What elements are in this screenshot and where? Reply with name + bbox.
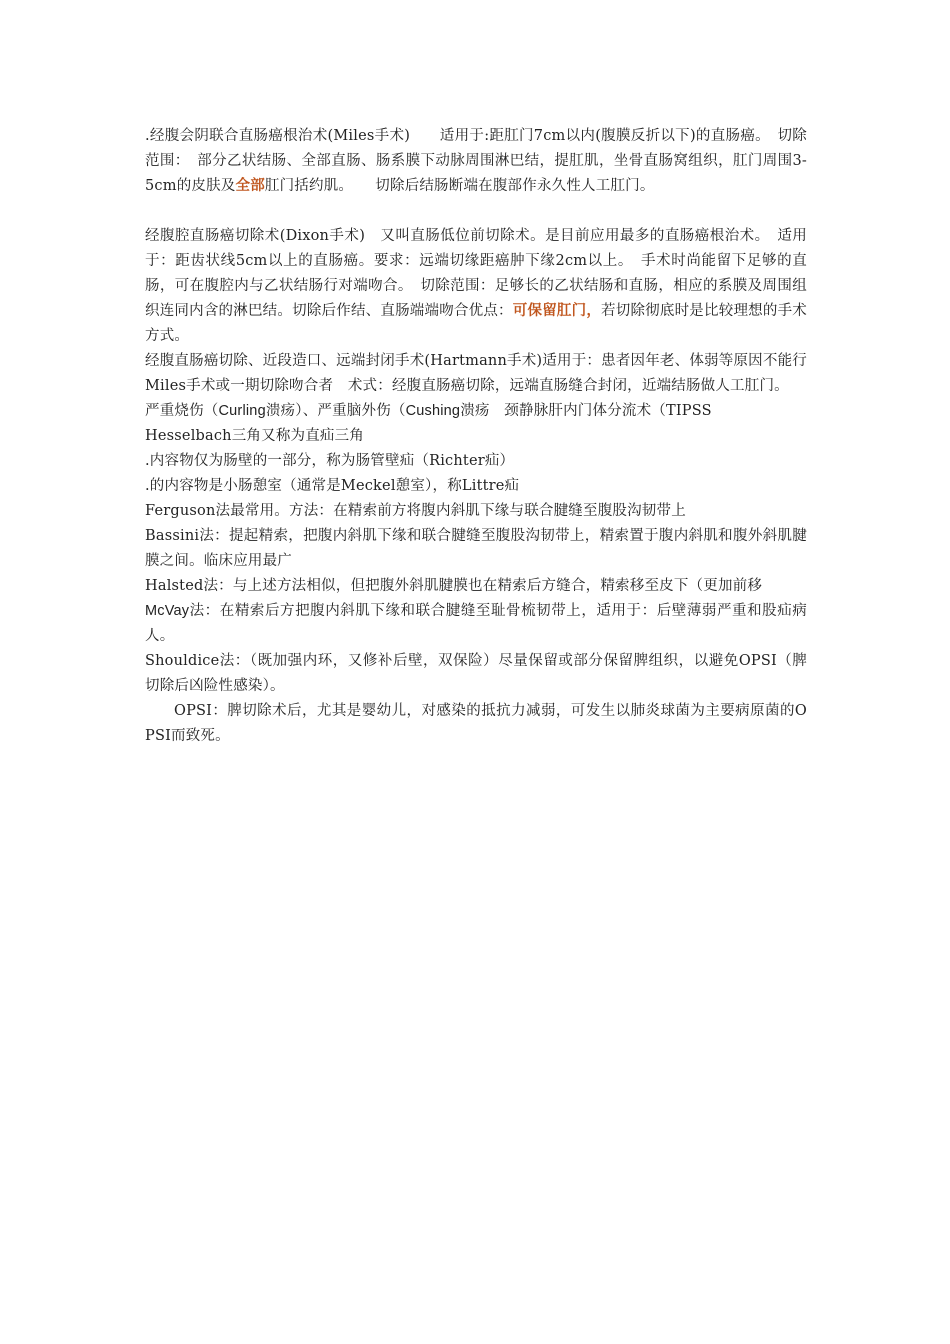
document-body <box>145 124 807 749</box>
paragraph-littre: .的内容物是小肠憩室（通常是Meckel憩室），称Littre疝 <box>145 478 520 494</box>
paragraph-ferguson: Ferguson法最常用。方法：在精索前方将腹内斜肌下缘与联合腱缝至腹股沟韧带上 <box>145 503 686 519</box>
paragraph-halsted: Halsted法：与上述方法相似，但把腹外斜肌腱膜也在精索后方缝合，精索移至皮下（更加前移 <box>145 578 763 594</box>
paragraph-shouldice: Shouldice法：（既加强内环，又修补后壁，双保险）尽量保留或部分保留脾组织，以避免OPSI（脾切除后凶险性感染）。 <box>145 653 807 694</box>
miles-tail: 肛门括约肌。 切除后结肠断端在腹部作永久性人工肛门。 <box>264 178 655 194</box>
paragraph-hartmann: 经腹直肠癌切除、近段造口、远端封闭手术(Hartmann手术)适用于：患者因年老、体弱等原因不能行Miles手术或一期切除吻合者 术式：经腹直肠癌切除，远端直肠缝合封闭，近端结肠做人工肛门。 <box>145 353 807 394</box>
paragraph-opsi: OPSI：脾切除术后，尤其是婴幼儿，对感染的抵抗力减弱，可发生以肺炎球菌为主要病原菌的OPSI而致死。 <box>145 703 807 744</box>
paragraph-gap <box>145 199 807 224</box>
burns-curling: Curling <box>218 403 266 419</box>
dixon-text: 经腹腔直肠癌切除术(Dixon手术) 又叫直肠低位前切除术。是目前应用最多的直肠癌根治术。 适用于：距齿状线5cm以上的直肠癌。要求：远端切缘距癌肿下缘2cm以上。 手术时尚能留下足够的直肠，可在腹腔内与乙状结肠行对端吻合。 切除范围：足够长的乙状结肠和直肠，相应的系膜及周围组织连同内含的淋巴结。切除后作结、直肠端端吻合优点： <box>145 228 807 319</box>
paragraph-miles <box>145 124 807 199</box>
paragraph-dixon <box>145 224 807 349</box>
dixon-highlight: 可保留肛门， <box>512 303 602 319</box>
paragraph-richter: .内容物仅为肠壁的一部分，称为肠管壁疝（Richter疝） <box>145 453 515 469</box>
burns-cushing: Cushing <box>405 403 461 419</box>
paragraph-bassini: Bassini法：提起精索，把腹内斜肌下缘和联合腱缝至腹股沟韧带上，精索置于腹内斜肌和腹外斜肌腱膜之间。临床应用最广 <box>145 528 807 569</box>
miles-text: .经腹会阴联合直肠癌根治术(Miles手术) 适用于:距肛门7cm以内(腹膜反折以下)的直肠癌。 切除范围： 部分乙状结肠、全部直肠、肠系膜下动脉周围淋巴结，提肛肌，坐骨直肠窝组织，肛门周围3-5cm的皮肤及 <box>145 128 807 194</box>
burns-pre: 严重烧伤（ <box>145 403 219 419</box>
mcvay-name: McVay <box>145 603 190 619</box>
burns-post: 溃疡 颈静脉肝内门体分流术（TIPSS <box>460 403 712 419</box>
miles-highlight: 全部 <box>235 178 265 194</box>
burns-mid: 溃疡）、严重脑外伤（ <box>265 403 406 419</box>
paragraph-burns <box>145 399 807 424</box>
mcvay-text: 法：在精索后方把腹内斜肌下缘和联合腱缝至耻骨梳韧带上，适用于：后壁薄弱严重和股疝病人。 <box>145 603 807 644</box>
dixon-tail: 若切除彻底时是比较理想的手术方式。 <box>145 303 807 344</box>
paragraph-mcvay <box>145 599 807 649</box>
paragraph-hesselbach: Hesselbach三角又称为直疝三角 <box>145 428 365 444</box>
